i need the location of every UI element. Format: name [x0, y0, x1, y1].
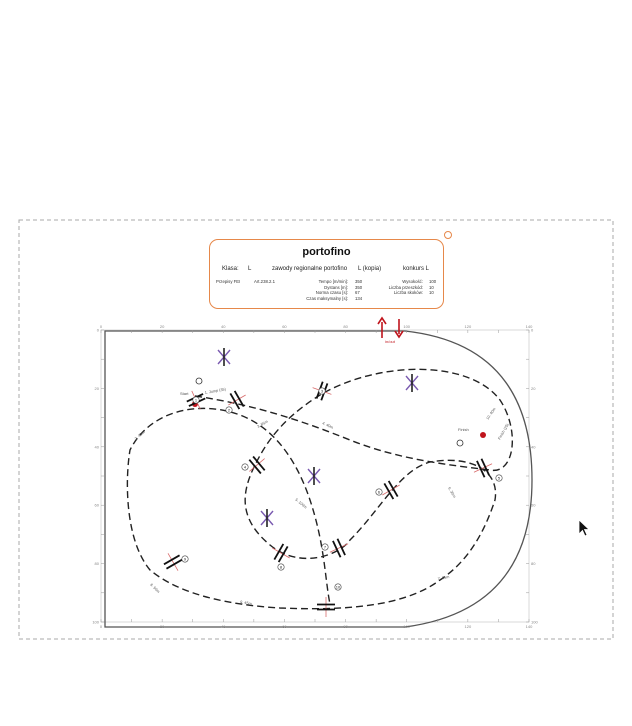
- top-tick-label: 60: [282, 324, 287, 329]
- bottom-tick-label: 140: [525, 624, 533, 629]
- distance-label: 1. Jump (35): [204, 387, 227, 395]
- rules-value: Art.238.2.1: [254, 279, 276, 284]
- mouse-cursor-icon: [578, 519, 590, 537]
- right-tick-label: 0: [531, 327, 534, 333]
- bottom-tick-label: 40: [221, 624, 226, 629]
- left-tick-label: 80: [94, 561, 99, 567]
- bottom-tick-label: 80: [343, 624, 348, 629]
- fence-7[interactable]: [323, 536, 352, 561]
- rules-label: Przepisy FEI: [216, 279, 241, 284]
- fence-8[interactable]: [268, 540, 294, 566]
- resize-handle[interactable]: [444, 231, 452, 239]
- start-label: Start: [180, 391, 189, 396]
- distance-label: Dystans [m]:: [324, 284, 348, 290]
- time-norm-label: Norma czasu [s]:: [315, 290, 348, 296]
- right-tick-label: 20: [531, 385, 536, 391]
- top-tick-label: 0: [99, 324, 103, 329]
- distance-value: 350: [355, 284, 363, 290]
- fences: [160, 379, 502, 617]
- entrance-label: in/out: [385, 339, 395, 344]
- fence-9[interactable]: [160, 549, 186, 575]
- arena-ruler-frame: [101, 330, 529, 622]
- jumps-value: 10: [429, 290, 434, 296]
- distance-label: 6. 30m: [447, 486, 457, 499]
- finish-marker[interactable]: [457, 427, 486, 446]
- right-labels: [370, 279, 423, 296]
- event-name: zawody regionalne portofino: [272, 266, 348, 272]
- decor-cross: [261, 509, 273, 527]
- right-tick-label: 40: [531, 444, 536, 450]
- left-tick-label: 20: [94, 385, 99, 391]
- max-time-label: Czas maksymalny [s]:: [306, 295, 348, 301]
- right-tick-label: 80: [531, 561, 536, 567]
- max-time-value: 134: [355, 295, 363, 301]
- fence-number: 6: [377, 489, 381, 495]
- time-norm-value: 67: [355, 290, 360, 296]
- bottom-tick-label: 100: [403, 624, 411, 629]
- fence-number: 3: [320, 388, 324, 394]
- bottom-tick-label: 60: [282, 624, 287, 629]
- top-tick-label: 100: [403, 324, 411, 329]
- event-variant: L (kopia): [358, 266, 382, 272]
- distance-label: 4. 40m: [321, 421, 334, 430]
- left-tick-label: 0: [96, 327, 99, 333]
- top-tick-label: 140: [525, 324, 533, 329]
- top-tick-label: 20: [159, 324, 165, 329]
- fence-number: 9: [183, 556, 187, 562]
- tempo-label: Tempo [m/min]:: [318, 279, 348, 284]
- top-tick-label: 120: [464, 324, 472, 329]
- fence-number: 8: [279, 564, 283, 570]
- decor-cross: [218, 348, 230, 366]
- left-ruler: [92, 328, 104, 625]
- obstacles-label: Liczba przeszkód:: [388, 284, 423, 290]
- distance-label: 8. 50m: [149, 582, 161, 594]
- right-values: [429, 279, 436, 296]
- fence-number: 4: [243, 464, 247, 470]
- left-tick-label: 40: [94, 444, 99, 450]
- left-tick-label: 100: [92, 619, 99, 625]
- decor-cross: [308, 467, 320, 485]
- distance-label: 7. 65m: [437, 575, 450, 581]
- distance-label: 5. 100m: [294, 497, 308, 510]
- right-tick-label: 100: [531, 619, 538, 625]
- competition-name: konkurs L: [403, 266, 430, 272]
- start-marker[interactable]: [180, 378, 202, 407]
- fence-number: 1: [194, 397, 198, 403]
- top-tick-label: 40: [221, 324, 226, 329]
- fence-10[interactable]: [317, 597, 335, 617]
- params-values: [355, 279, 362, 301]
- course-info-card[interactable]: [209, 239, 444, 309]
- bottom-tick-label: 0: [99, 624, 103, 629]
- distance-label: Finish (25): [497, 422, 510, 441]
- fence-number: 10: [335, 584, 341, 590]
- params-labels: [290, 279, 348, 301]
- top-tick-label: 80: [343, 324, 348, 329]
- right-tick-label: 60: [531, 502, 536, 508]
- bottom-tick-label: 20: [159, 624, 165, 629]
- jumps-label: Liczba skoków:: [393, 290, 423, 296]
- course-title: portofino: [302, 246, 351, 258]
- height-label: Wysokość:: [402, 279, 423, 284]
- fence-number: 5: [497, 475, 501, 481]
- course-path: [127, 369, 512, 608]
- distance-labels: [134, 387, 510, 606]
- tempo-value: 350: [355, 279, 363, 284]
- distance-label: 3. 85m: [256, 419, 269, 429]
- distance-label: 10. 40m: [485, 407, 497, 421]
- fence-number: 2: [227, 407, 231, 413]
- fence-number: 7: [323, 544, 327, 550]
- obstacles-value: 10: [429, 284, 434, 290]
- arena-boundary: [105, 331, 532, 627]
- class-value: L: [248, 266, 252, 272]
- class-label: Klasa:: [222, 266, 239, 272]
- distance-label: 9. 45m: [239, 600, 252, 607]
- bottom-tick-label: 120: [464, 624, 472, 629]
- left-tick-label: 60: [94, 502, 99, 508]
- decorations: [218, 348, 418, 527]
- decor-cross: [406, 374, 418, 392]
- height-value: 100: [429, 279, 437, 284]
- distance-label: 2. 40m: [134, 430, 146, 441]
- finish-label: Finish: [458, 427, 469, 432]
